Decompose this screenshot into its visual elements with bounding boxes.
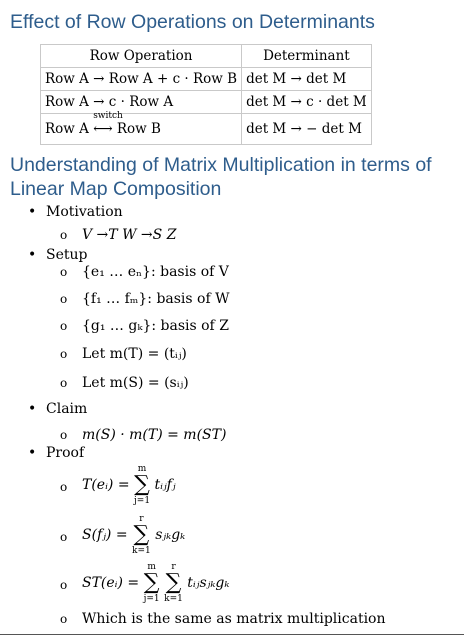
g-basis: {g₁ … gₖ}: basis of Z (82, 318, 229, 334)
table-cell: Row A → c · Row A (41, 91, 242, 114)
circle-bullet-icon: o (60, 319, 68, 333)
circle-bullet-icon: o (60, 612, 68, 626)
circle-bullet-icon: o (60, 480, 68, 494)
s-lhs: S(fⱼ) = (82, 527, 128, 543)
page-title: Effect of Row Operations on Determinants (10, 11, 375, 33)
section-heading: Understanding of Matrix Multiplication in terms of Linear Map Composition (10, 154, 432, 200)
bullet-icon: • (28, 204, 37, 220)
sum-lower-limit: j=1 (134, 496, 151, 506)
sigma-icon: ∑ (165, 570, 182, 595)
table-row (41, 91, 372, 114)
t-lhs: T(eᵢ) = (82, 477, 130, 493)
row-b-text: Row B (116, 121, 161, 137)
sum-sign (164, 562, 183, 604)
s-formula (82, 514, 185, 556)
table-header: Row Operation (41, 45, 242, 68)
circle-bullet-icon: o (60, 428, 68, 442)
sigma-icon: ∑ (133, 522, 150, 547)
sum-upper-limit: r (171, 562, 176, 572)
circle-bullet-icon: o (60, 376, 68, 390)
bullet-icon: • (28, 401, 37, 417)
f-basis: {f₁ … fₘ}: basis of W (82, 291, 230, 307)
sigma-icon: ∑ (143, 570, 160, 595)
conclusion-text: Which is the same as matrix multiplication (82, 611, 386, 627)
table-cell: Row A → Row A + c · Row B (41, 68, 242, 91)
table-cell (41, 111, 242, 145)
circle-bullet-icon: o (60, 228, 68, 242)
t-formula (82, 464, 176, 506)
circle-bullet-icon: o (60, 292, 68, 306)
sum-sign (144, 562, 160, 604)
bullet-claim: Claim (46, 401, 88, 417)
table-header-row (41, 45, 372, 68)
row-a-text: Row A (45, 121, 89, 137)
bullet-icon: • (28, 247, 37, 263)
bullet-setup: Setup (46, 247, 88, 263)
double-arrow-icon: ⟷ (93, 121, 113, 137)
st-term: tᵢⱼsⱼₖgₖ (187, 575, 230, 591)
circle-bullet-icon: o (60, 347, 68, 361)
table-cell: det M → − det M (242, 114, 372, 145)
m-of-t: Let m(T) = (tᵢⱼ) (82, 346, 187, 362)
st-formula (82, 562, 230, 604)
table-cell: det M → c · det M (242, 91, 372, 114)
sum-lower-limit: j=1 (143, 594, 160, 604)
switch-label: switch (93, 111, 123, 121)
claim-formula: m(S) · m(T) = m(ST) (82, 427, 227, 443)
sum-upper-limit: m (147, 562, 156, 572)
s-term: sⱼₖgₖ (155, 527, 186, 543)
sum-sign (134, 464, 150, 506)
circle-bullet-icon: o (60, 530, 68, 544)
st-lhs: ST(eᵢ) = (82, 575, 140, 591)
bullet-proof: Proof (46, 445, 85, 461)
circle-bullet-icon: o (60, 265, 68, 279)
table-row (41, 68, 372, 91)
e-basis: {e₁ … eₙ}: basis of V (82, 264, 229, 280)
motivation-formula: V →T W →S Z (82, 227, 177, 243)
bullet-icon: • (28, 445, 37, 461)
m-of-s: Let m(S) = (sᵢⱼ) (82, 375, 189, 391)
divider (0, 634, 464, 635)
sum-upper-limit: r (139, 514, 144, 524)
switch-arrow (93, 111, 123, 137)
circle-bullet-icon: o (60, 578, 68, 592)
table-header: Determinant (242, 45, 372, 68)
t-term: tᵢⱼfⱼ (154, 477, 176, 493)
row-operations-table (40, 44, 372, 145)
sum-sign (132, 514, 151, 556)
sum-lower-limit: k=1 (132, 546, 151, 556)
sigma-icon: ∑ (134, 472, 150, 497)
table-row (41, 114, 372, 145)
sum-lower-limit: k=1 (164, 594, 183, 604)
table-cell: det M → det M (242, 68, 372, 91)
sum-upper-limit: m (137, 464, 147, 474)
bullet-motivation: Motivation (46, 204, 123, 220)
